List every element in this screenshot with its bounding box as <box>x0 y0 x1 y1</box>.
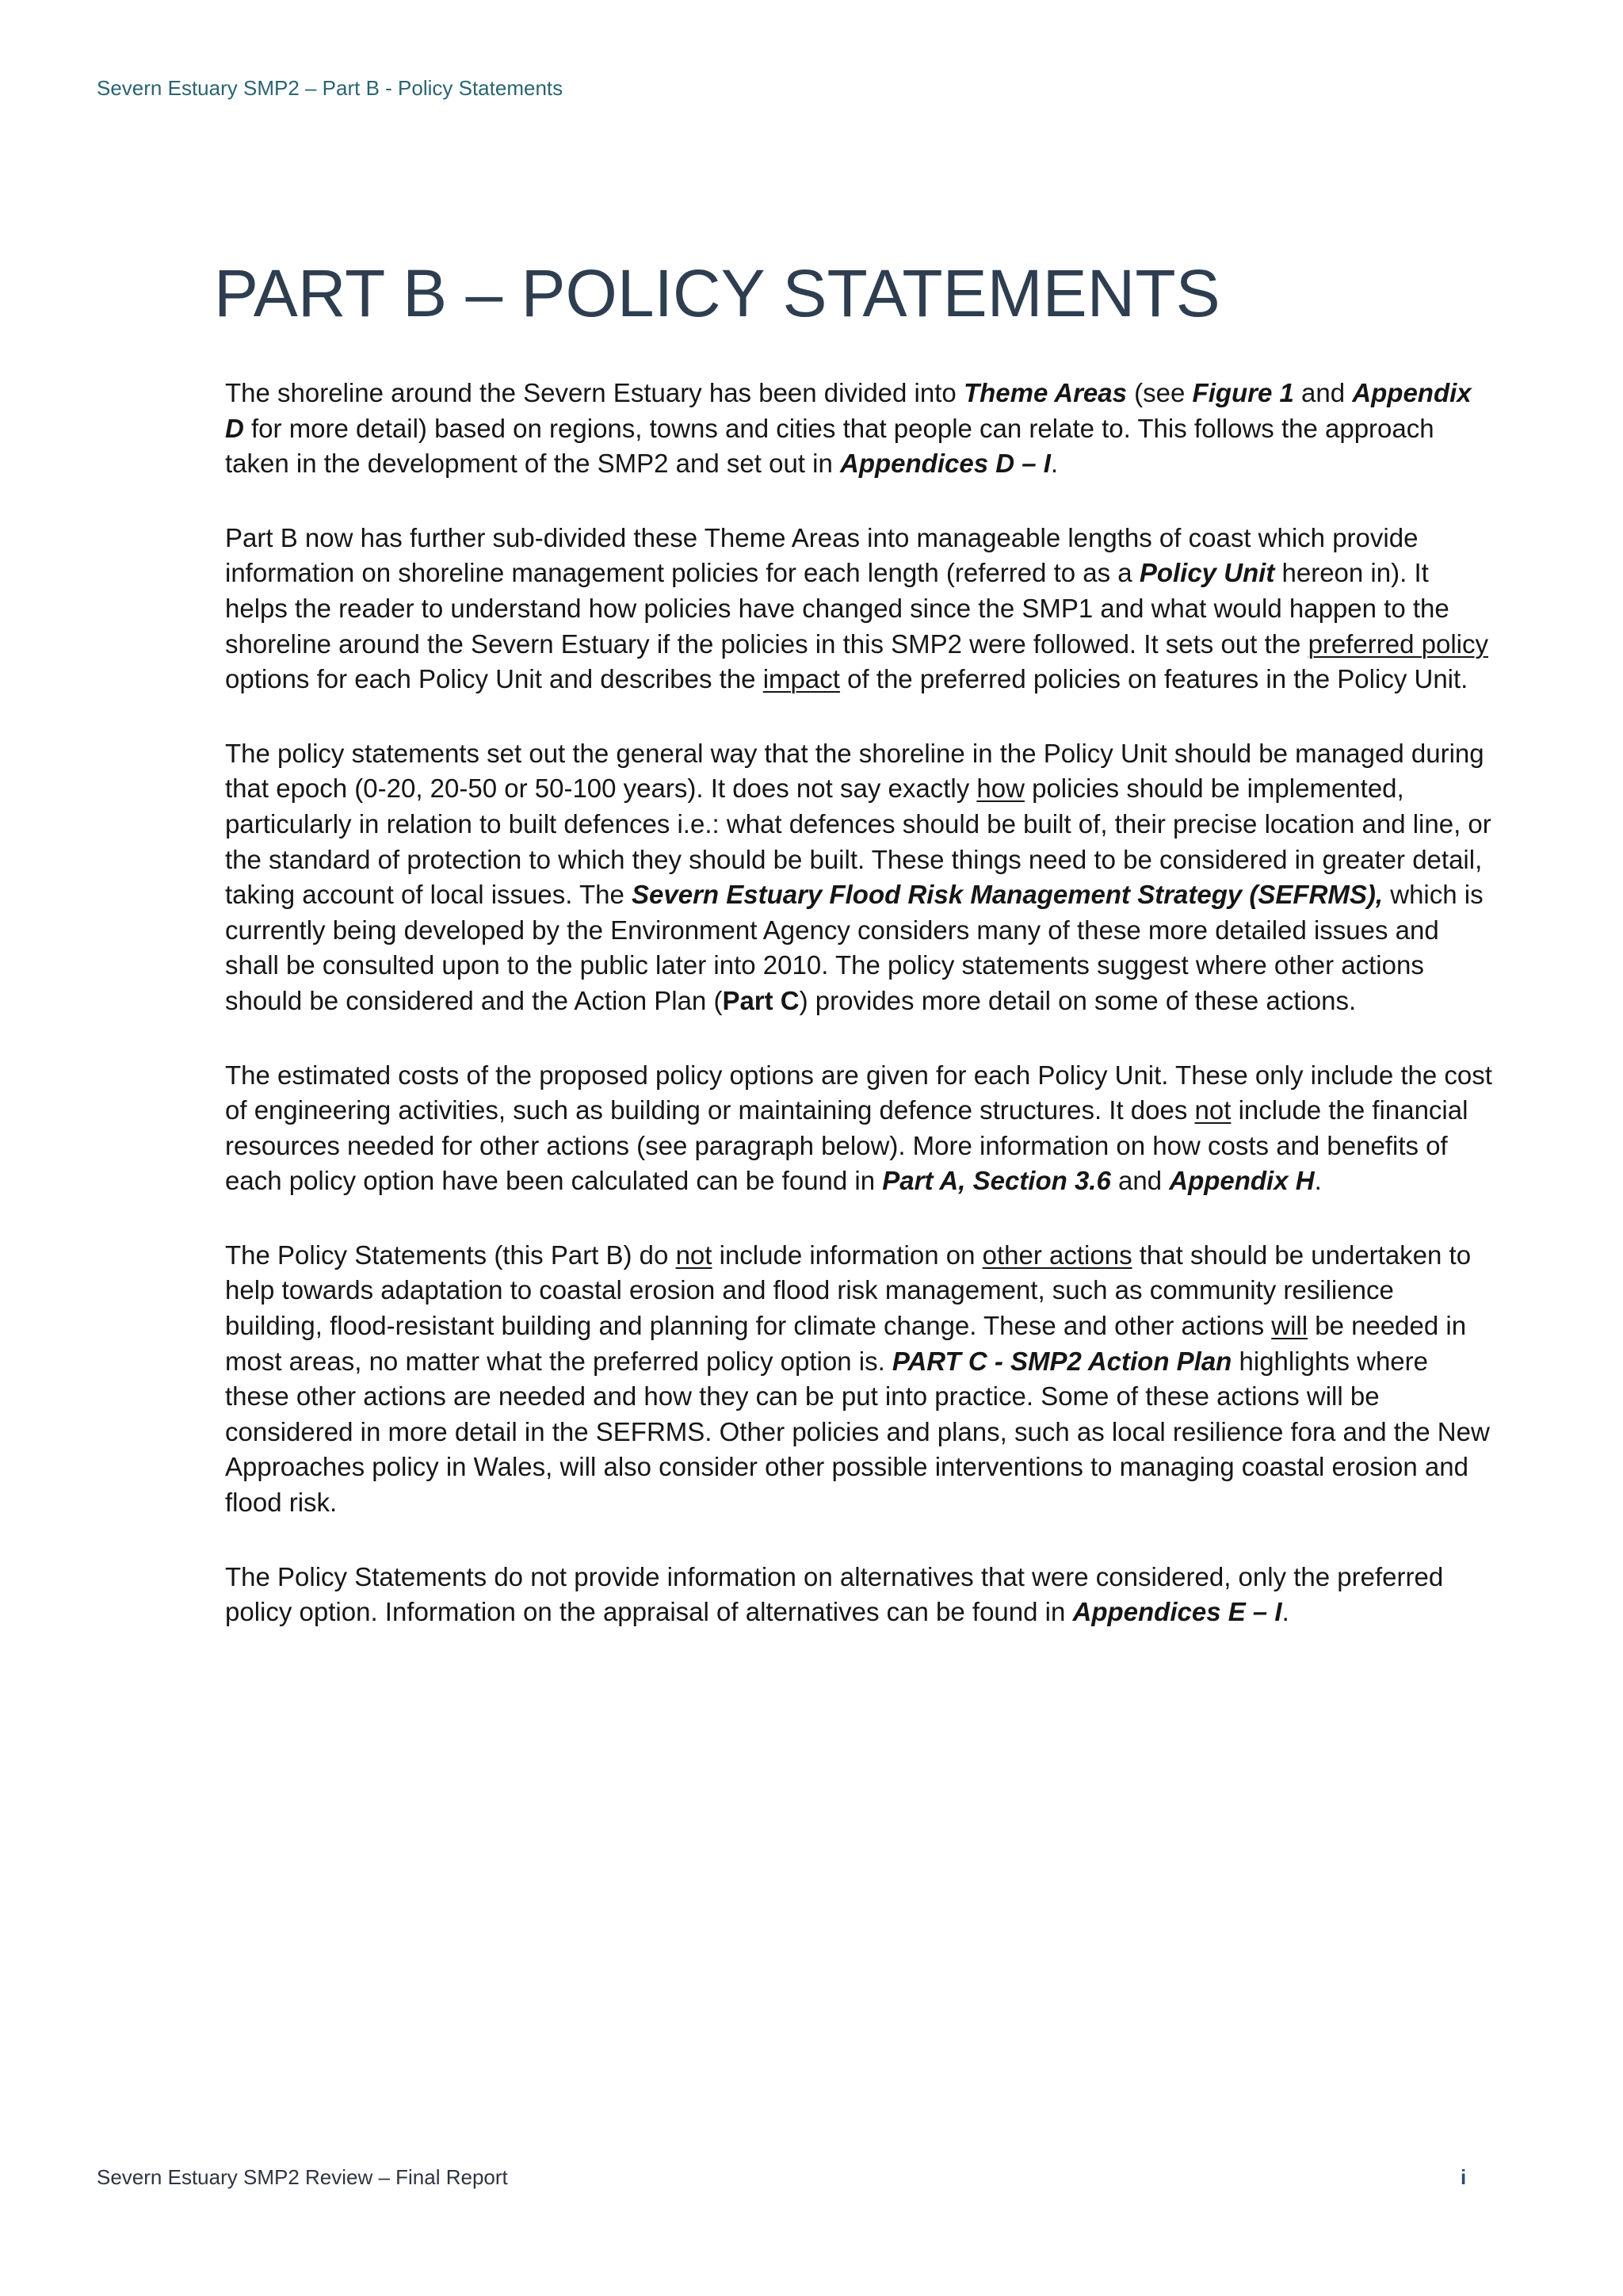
paragraph-policy-units: Part B now has further sub-divided these Theme Areas into manageable lengths of coast which provide information on shoreline management policies for each length (referred to as a Policy Unit hereon in). It helps the reader to understand how policies have changed since the SMP1 and what would happen to the shoreline around the Severn Estuary if the policies in this SMP2 were followed. It sets out the preferred policy options for each Policy Unit and describes the impact of the preferred policies on features in the Policy Unit. <box>225 522 1489 694</box>
underlined-impact: impact <box>762 664 840 694</box>
underlined-other-actions: other actions <box>982 1240 1132 1270</box>
underlined-not: not <box>675 1240 712 1270</box>
paragraph-policy-statements: The policy statements set out the general way that the shoreline in the Policy Unit should be managed during that epoch (0-20, 20-50 or 50-100 years). It does not say exactly how policies should be implemented, particularly in relation to built defences i.e.: what defences should be built of, their precise location and line, or the standard of protection to which they should be built. These things need to be considered in greater detail, taking account of local issues. The Severn Estuary Flood Risk Management Strategy (SEFRMS), which is currently being developed by the Environment Agency considers many of these more detailed issues and shall be consulted upon to the public later into 2010. The policy statements suggest where other actions should be considered and the Action Plan (Part C) provides more detail on some of these actions. <box>225 738 1491 1015</box>
term-theme-areas: Theme Areas <box>963 378 1127 407</box>
ref-part-c-action-plan: PART C - SMP2 Action Plan <box>892 1346 1232 1376</box>
ref-part-c: Part C <box>722 985 800 1015</box>
ref-part-a-section: Part A, Section 3.6 <box>882 1166 1111 1196</box>
underlined-how: how <box>976 774 1025 804</box>
body-text <box>225 376 1493 1630</box>
term-policy-unit: Policy Unit <box>1139 558 1275 588</box>
paragraph-theme-areas: The shoreline around the Severn Estuary has been divided into Theme Areas (see Figure 1 and Appendix D for more detail) based on regions, towns and cities that people can relate to. This follows the approach taken in the development of the SMP2 and set out in Appendices D – I. <box>225 378 1472 479</box>
paragraph-estimated-costs: The estimated costs of the proposed policy options are given for each Policy Unit. These only include the cost of engineering activities, such as building or maintaining defence structures. It does not include the financial resources needed for other actions (see paragraph below). More information on how costs and benefits of each policy option have been calculated can be found in Part A, Section 3.6 and Appendix H. <box>225 1060 1492 1196</box>
underlined-will: will <box>1271 1311 1308 1341</box>
page-number: i <box>1461 2165 1467 2189</box>
ref-figure-1: Figure 1 <box>1192 378 1294 407</box>
ref-appendix-h: Appendix H <box>1169 1166 1315 1196</box>
ref-appendices-d-i: Appendices D – I <box>840 449 1051 479</box>
page-title: PART B – POLICY STATEMENTS <box>214 256 1220 330</box>
underlined-preferred-policy: preferred policy <box>1308 628 1489 659</box>
ref-sefrms: Severn Estuary Flood Risk Management Strategy (SEFRMS), <box>632 880 1384 910</box>
paragraph-alternatives: The Policy Statements do not provide information on alternatives that were considered, only the preferred policy option. Information on the appraisal of alternatives can be found in Appendices E – I. <box>225 1561 1444 1627</box>
ref-appendices-e-i: Appendices E – I <box>1072 1597 1282 1627</box>
underlined-not: not <box>1194 1095 1232 1125</box>
running-footer: Severn Estuary SMP2 Review – Final Report <box>97 2165 508 2189</box>
running-header: Severn Estuary SMP2 – Part B - Policy Statements <box>97 76 563 100</box>
ref-appendix-d: Appendix D <box>225 378 1472 443</box>
paragraph-other-actions: The Policy Statements (this Part B) do not include information on other actions that should be undertaken to help towards adaptation to coastal erosion and flood risk management, such as community resilience building, flood-resistant building and planning for climate change. These and other actions will be needed in most areas, no matter what the preferred policy option is. PART C - SMP2 Action Plan highlights where these other actions are needed and how they can be put into practice. Some of these actions will be considered in more detail in the SEFRMS. Other policies and plans, such as local resilience fora and the New Approaches policy in Wales, will also consider other possible interventions to managing coastal erosion and flood risk. <box>225 1240 1490 1518</box>
